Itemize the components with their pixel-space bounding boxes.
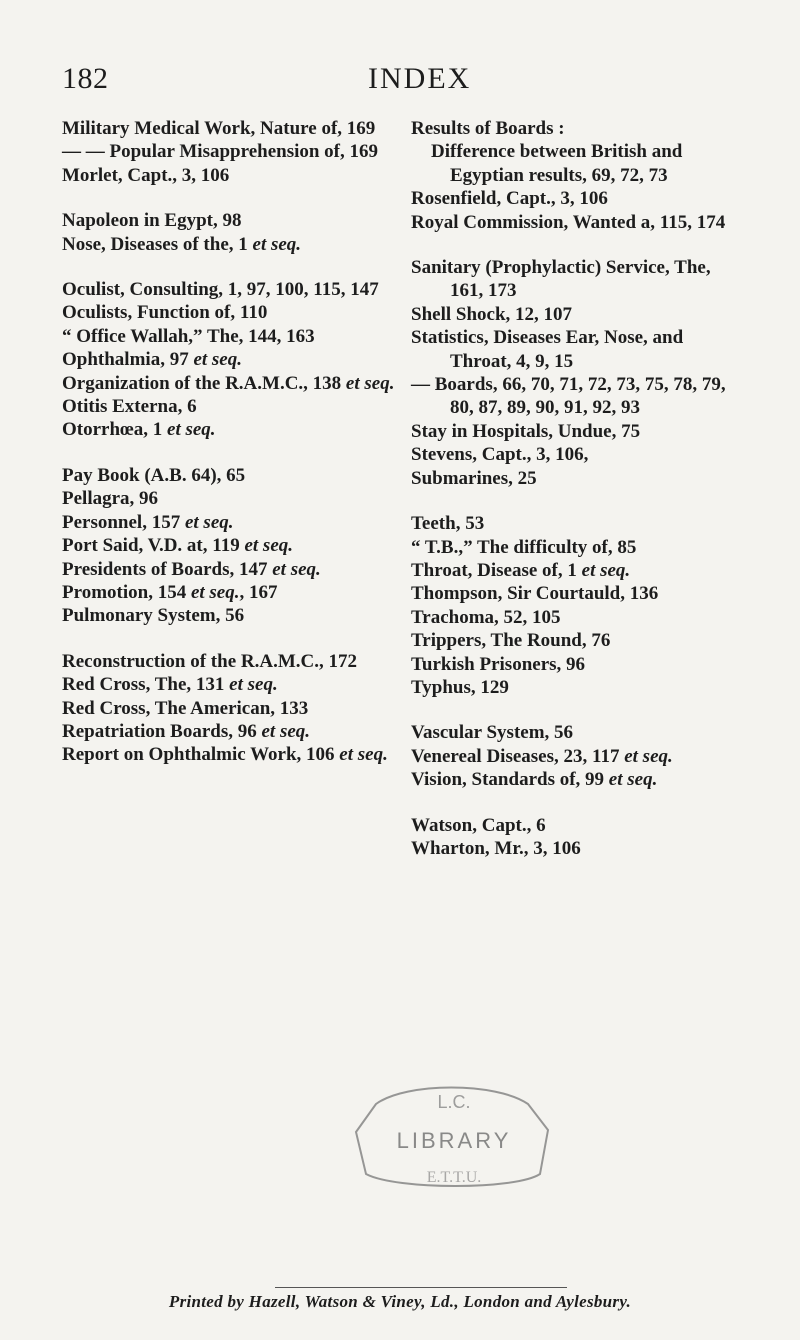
- imprint-rule: [275, 1287, 567, 1288]
- printer-imprint: Printed by Hazell, Watson & Viney, Ld., London and Aylesbury.: [168, 1292, 632, 1311]
- page-number: 182: [62, 62, 109, 95]
- stamp-library-text: LIBRARY: [396, 1128, 512, 1153]
- index-entry: Report on Ophthalmic Work, 106 et seq.: [62, 744, 388, 766]
- index-entry: Oculists, Function of, 110: [62, 302, 268, 324]
- index-group: [411, 256, 746, 490]
- index-entry: Trachoma, 52, 105: [411, 606, 561, 628]
- index-entry: Teeth, 53: [411, 513, 485, 535]
- index-entry: Pay Book (A.B. 64), 65: [62, 464, 246, 486]
- index-entry: Promotion, 154 et seq., 167: [62, 581, 278, 603]
- index-group: [411, 814, 746, 861]
- index-entry: Otitis Externa, 6: [62, 396, 197, 418]
- index-entry: Sanitary (Prophylactic) Service, The, 161, 173: [411, 257, 711, 302]
- index-entry: Statistics, Diseases Ear, Nose, and Throat, 4, 9, 15: [411, 327, 684, 372]
- index-entry: Napoleon in Egypt, 98: [62, 210, 242, 232]
- index-entry: Watson, Capt., 6: [411, 814, 546, 836]
- index-entry: Presidents of Boards, 147 et seq.: [62, 558, 321, 580]
- index-entry: Vascular System, 56: [411, 722, 574, 744]
- index-group: [62, 117, 397, 187]
- index-entry: Morlet, Capt., 3, 106: [62, 164, 230, 186]
- index-group: [411, 721, 746, 791]
- index-entry: “ T.B.,” The difficulty of, 85: [411, 536, 637, 558]
- library-stamp: [336, 1078, 568, 1198]
- index-entry: Stay in Hospitals, Undue, 75: [411, 420, 641, 442]
- index-entry: Stevens, Capt., 3, 106,: [411, 444, 589, 466]
- index-entry: Vision, Standards of, 99 et seq.: [411, 769, 658, 791]
- index-entry: Venereal Diseases, 23, 117 et seq.: [411, 745, 673, 767]
- index-entry: Pulmonary System, 56: [62, 605, 245, 627]
- index-column-right: [411, 117, 746, 882]
- index-entry: “ Office Wallah,” The, 144, 163: [62, 325, 315, 347]
- index-entry: Organization of the R.A.M.C., 138 et seq.: [62, 372, 395, 394]
- index-entry: Thompson, Sir Courtauld, 136: [411, 583, 659, 605]
- index-entry: Military Medical Work, Nature of, 169: [62, 118, 376, 139]
- index-entry: Difference between British and Egyptian results, 69, 72, 73: [431, 141, 683, 186]
- index-entry: Port Said, V.D. at, 119 et seq.: [62, 535, 294, 557]
- index-entry: Reconstruction of the R.A.M.C., 172: [62, 650, 357, 672]
- index-group: [411, 117, 746, 234]
- running-title: INDEX: [368, 62, 472, 95]
- index-entry: Royal Commission, Wanted a, 115, 174: [411, 211, 726, 233]
- index-group: [62, 209, 397, 256]
- index-entry: Ophthalmia, 97 et seq.: [62, 349, 242, 371]
- index-entry: Rosenfield, Capt., 3, 106: [411, 188, 608, 210]
- index-entry: Otorrhœa, 1 et seq.: [62, 419, 216, 441]
- index-entry: Repatriation Boards, 96 et seq.: [62, 720, 311, 742]
- index-column-left: [62, 117, 397, 789]
- index-entry: Red Cross, The American, 133: [62, 697, 309, 719]
- index-entry: Personnel, 157 et seq.: [62, 511, 234, 533]
- index-entry: Trippers, The Round, 76: [411, 630, 611, 652]
- index-entry: Turkish Prisoners, 96: [411, 653, 586, 675]
- index-group: [62, 650, 397, 767]
- index-entry: Oculist, Consulting, 1, 97, 100, 115, 147: [62, 279, 379, 301]
- index-entry: — — Popular Misapprehension of, 169: [62, 141, 379, 163]
- index-entry: Pellagra, 96: [62, 488, 159, 510]
- index-entry: Throat, Disease of, 1 et seq.: [411, 559, 631, 581]
- index-entry: — Boards, 66, 70, 71, 72, 73, 75, 78, 79, 80, 87, 89, 90, 91, 92, 93: [411, 374, 726, 419]
- index-entry: Results of Boards :: [411, 118, 565, 139]
- index-group: [62, 278, 397, 442]
- index-entry: Typhus, 129: [411, 676, 509, 698]
- index-entry: Wharton, Mr., 3, 106: [411, 837, 581, 859]
- index-group: [62, 464, 397, 628]
- index-entry: Nose, Diseases of the, 1 et seq.: [62, 233, 302, 255]
- index-group: [411, 512, 746, 699]
- stamp-bottom-text: E.T.T.U.: [426, 1169, 482, 1186]
- index-entry: Submarines, 25: [411, 467, 537, 489]
- index-entry: Red Cross, The, 131 et seq.: [62, 674, 278, 696]
- page-header: [62, 62, 762, 98]
- index-entry: Shell Shock, 12, 107: [411, 303, 573, 325]
- stamp-top-text: L.C.: [437, 1092, 471, 1112]
